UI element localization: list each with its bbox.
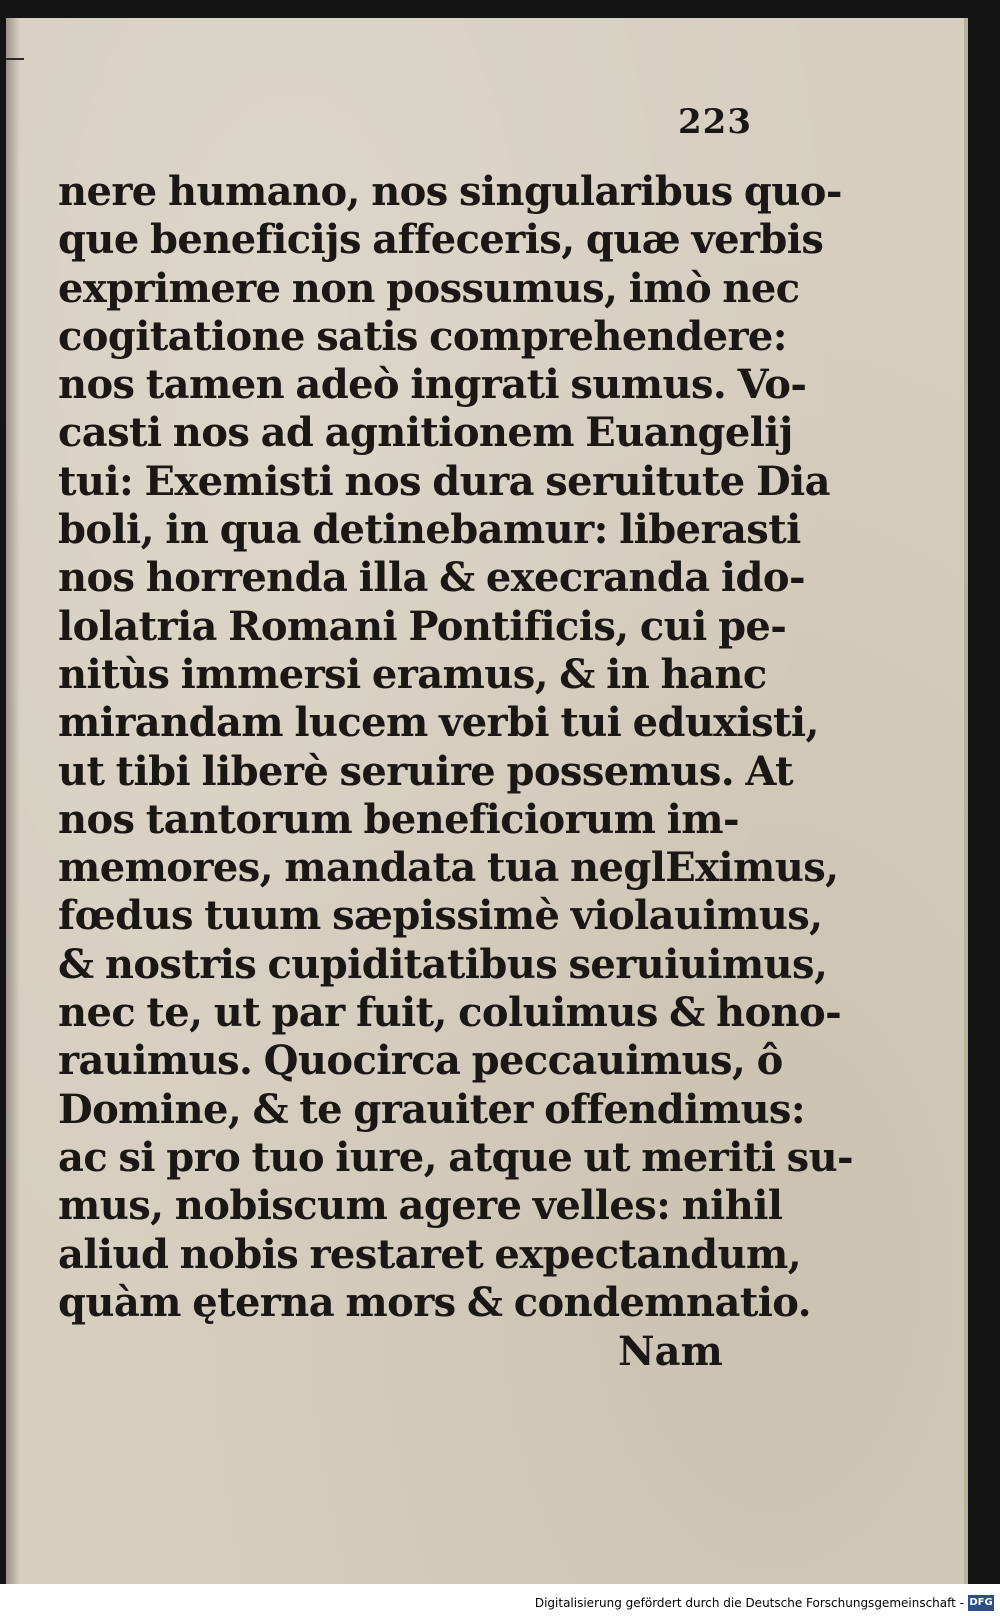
text-line: cogitatione satis comprehendere: [58, 312, 787, 360]
catchword: Nam [618, 1328, 723, 1375]
text-line: mirandam lucem verbi tui eduxisti, [58, 699, 819, 747]
text-line: mus, nobiscum agere velles: nihil [58, 1182, 783, 1230]
text-line: lolatria Romani Pontificis, cui pe- [58, 602, 787, 650]
text-line: ac si pro tuo iure, atque ut meriti su- [58, 1133, 854, 1181]
page-number: 223 [678, 102, 752, 142]
text-line: exprimere non possumus, imò nec [58, 264, 800, 312]
text-line: aliud nobis restaret expectandum, [58, 1230, 802, 1278]
text-line: nere humano, nos singularibus quo- [58, 168, 842, 215]
gutter-shadow [6, 18, 20, 1584]
text-line: nos tamen adeò ingrati sumus. Vo- [58, 361, 807, 409]
funding-credit: Digitalisierung gefördert durch die Deutsche Forschungsgemeinschaft - [534, 1596, 964, 1610]
text-line: ut tibi liberè seruire possemus. At [58, 747, 793, 795]
text-line: nos tantorum beneficiorum im- [58, 795, 739, 843]
text-line: & nostris cupiditatibus seruiuimus, [58, 940, 828, 988]
text-line: rauimus. Quocirca peccauimus, ô [58, 1037, 783, 1085]
text-line: nitùs immersi eramus, & in hanc [58, 650, 767, 698]
text-line: memores, mandata tua neglEximus, [58, 844, 839, 892]
text-line: Domine, & te grauiter offendimus: [58, 1085, 806, 1133]
book-page [6, 18, 968, 1584]
text-line: que beneficijs affeceris, quæ verbis [58, 216, 824, 264]
text-line: boli, in qua detinebamur: liberasti [58, 506, 801, 554]
text-line: nec te, ut par fuit, coluimus & hono- [58, 989, 842, 1037]
page-edge-mark [6, 58, 24, 60]
body-text [58, 168, 854, 1327]
text-line: casti nos ad agnitionem Euangelij [58, 409, 793, 457]
footer-bar [0, 1584, 1000, 1616]
dfg-logo-icon: DFG [968, 1595, 994, 1611]
text-line: quàm ęterna mors & condemnatio. [58, 1278, 811, 1326]
text-line: nos horrenda illa & execranda ido- [58, 554, 805, 602]
text-line: tui: Exemisti nos dura seruitute Dia [58, 457, 830, 505]
text-line: fœdus tuum sæpissimè violauimus, [58, 892, 823, 940]
